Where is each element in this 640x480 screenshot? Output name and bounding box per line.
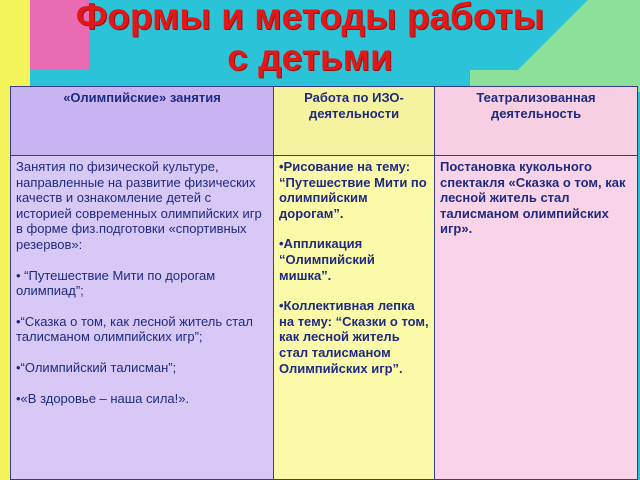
- title-line-1: Формы и методы работы: [75, 0, 545, 37]
- page-title: [0, 0, 640, 78]
- cell-theatre: [435, 156, 638, 480]
- theatre-text: Постановка кукольного спектакля «Сказка о том, как лесной житель стал талисманом олимпийских игр».: [440, 159, 626, 237]
- art-item-1: •Рисование на тему: “Путешествие Мити по олимпийским дорогам”.: [279, 159, 427, 221]
- title-line-2: с детьми: [227, 37, 393, 78]
- methods-table: [10, 86, 638, 480]
- header-olympic: «Олимпийские» занятия: [11, 87, 274, 156]
- cell-art: [274, 156, 435, 480]
- header-art: Работа по ИЗО-деятельности: [274, 87, 435, 156]
- olympic-item-2: •“Сказка о том, как лесной житель стал талисманом олимпийских игр”;: [16, 313, 253, 345]
- table-header-row: [11, 87, 638, 156]
- olympic-item-3: •“Олимпийский талисман”;: [16, 359, 177, 375]
- olympic-item-1: • “Путешествие Мити по дорогам олимпиад”;: [16, 267, 216, 299]
- header-theatre: Театрализованная деятельность: [435, 87, 638, 156]
- olympic-item-4: •«В здоровье – наша сила!».: [16, 390, 190, 406]
- art-item-2: •Аппликация “Олимпийский мишка”.: [279, 236, 375, 283]
- olympic-intro: Занятия по физической культуре, направленные на развитие физических качеств и ознакомление детей с историей современных олимпийских игр в форме физ.подготовки «спортивных резервов»:: [16, 159, 262, 252]
- table-row: [11, 156, 638, 480]
- cell-olympic: [11, 156, 274, 480]
- art-item-3: •Коллективная лепка на тему: “Сказки о том, как лесной житель стал талисманом Олимпийских игр”.: [279, 298, 429, 376]
